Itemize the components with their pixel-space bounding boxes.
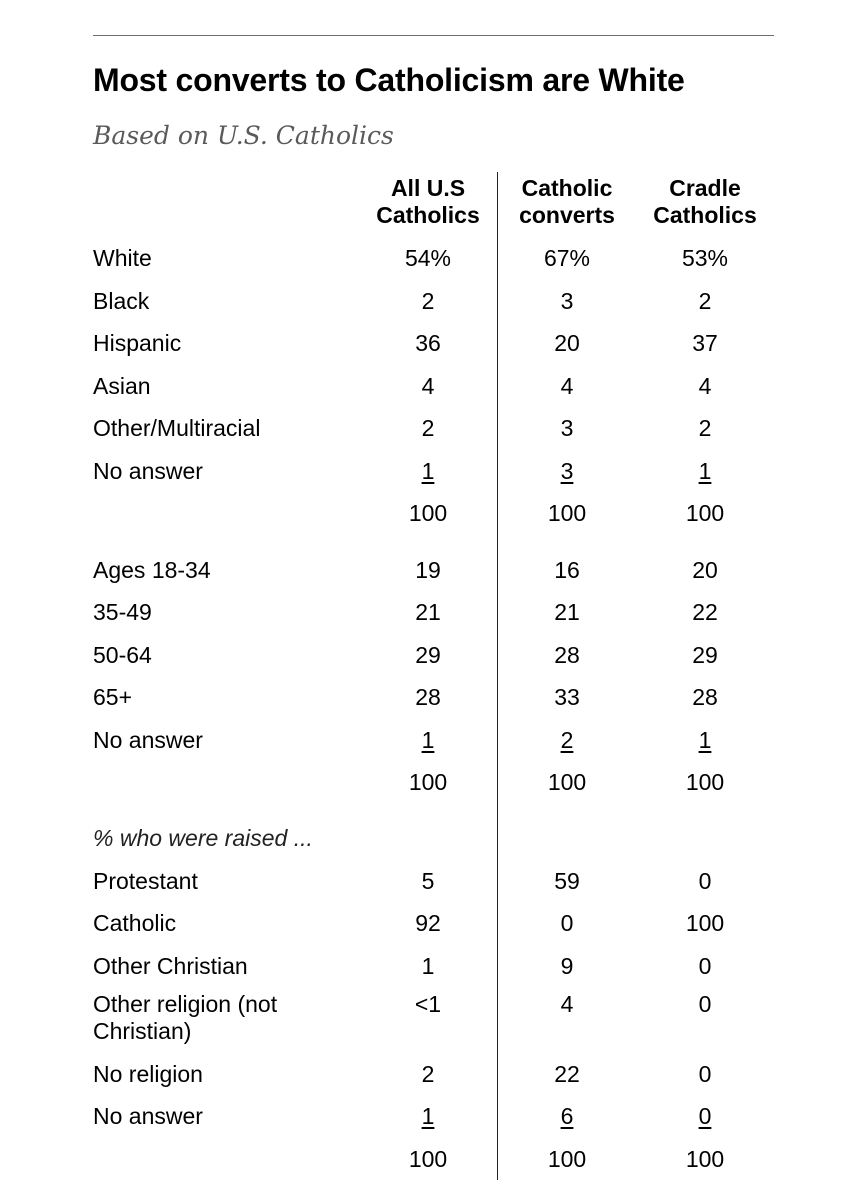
table-cell: 2 [421, 415, 435, 441]
chart-title: Most converts to Catholicism are White [93, 62, 685, 98]
table-cell: 20 [554, 330, 580, 356]
total-cell: 100 [408, 1146, 448, 1172]
row-label: Protestant [93, 868, 198, 894]
table-cell: <1 [414, 991, 442, 1017]
table-cell: 6 [560, 1103, 574, 1129]
table-cell: 9 [560, 953, 574, 979]
row-label: Other/Multiracial [93, 415, 261, 441]
table-cell: 53% [681, 245, 729, 271]
top-rule [93, 35, 774, 36]
table-cell: 2 [421, 288, 435, 314]
table-cell: 1 [698, 727, 712, 753]
table-cell: 28 [415, 684, 441, 710]
table-cell: 22 [554, 1061, 580, 1087]
column-header-converts [492, 175, 642, 229]
table-cell: 1 [421, 1103, 435, 1129]
column-divider [497, 172, 498, 1180]
table-cell: 59 [554, 868, 580, 894]
table-cell: 22 [692, 599, 718, 625]
table-cell: 5 [421, 868, 435, 894]
table-cell: 3 [560, 288, 574, 314]
row-label: White [93, 245, 152, 271]
table-cell: 37 [692, 330, 718, 356]
column-header-line1: Cradle [669, 175, 741, 201]
table-cell: 21 [554, 599, 580, 625]
table-cell: 3 [560, 415, 574, 441]
table-cell: 36 [415, 330, 441, 356]
total-cell: 100 [547, 769, 587, 795]
column-header-line1: All U.S [390, 175, 466, 201]
total-cell: 100 [547, 1146, 587, 1172]
table-cell: 19 [415, 557, 441, 583]
chart-subtitle: Based on U.S. Catholics [93, 121, 394, 150]
table-cell: 100 [685, 910, 725, 936]
row-label: No answer [93, 1103, 203, 1129]
total-cell: 100 [547, 500, 587, 526]
table-cell: 2 [421, 1061, 435, 1087]
table-cell: 21 [415, 599, 441, 625]
row-label: 50-64 [93, 642, 152, 668]
table-cell: 4 [421, 373, 435, 399]
column-header-line2: Catholics [653, 202, 757, 228]
table-cell: 0 [698, 953, 712, 979]
table-cell: 1 [698, 458, 712, 484]
table-cell: 0 [560, 910, 574, 936]
row-label: No answer [93, 458, 203, 484]
column-header-line2: Catholics [376, 202, 480, 228]
total-cell: 100 [408, 769, 448, 795]
table-cell: 2 [698, 288, 712, 314]
table-cell: 54% [404, 245, 452, 271]
row-label: 35-49 [93, 599, 152, 625]
table-cell: 2 [560, 727, 574, 753]
table-cell: 28 [554, 642, 580, 668]
row-label: Catholic [93, 910, 177, 936]
column-header-all-catholics [353, 175, 503, 229]
section-heading: % who were raised ... [93, 825, 313, 851]
table-cell: 1 [421, 953, 435, 979]
table-cell: 92 [415, 910, 441, 936]
total-cell: 100 [685, 1146, 725, 1172]
table-cell: 4 [698, 373, 712, 399]
table-cell: 16 [554, 557, 580, 583]
total-cell: 100 [685, 500, 725, 526]
table-cell: 67% [543, 245, 591, 271]
column-header-cradle [630, 175, 780, 229]
row-label: 65+ [93, 684, 133, 710]
row-label: Other religion (not Christian) [93, 991, 278, 1044]
table-cell: 0 [698, 868, 712, 894]
total-cell: 100 [408, 500, 448, 526]
table-cell: 29 [692, 642, 718, 668]
column-header-line2: converts [519, 202, 615, 228]
table-cell: 33 [554, 684, 580, 710]
table-cell: 29 [415, 642, 441, 668]
table-cell: 0 [698, 1061, 712, 1087]
row-label: Other Christian [93, 953, 248, 979]
table-cell: 3 [560, 458, 574, 484]
table-cell: 20 [692, 557, 718, 583]
row-label: No religion [93, 1061, 203, 1087]
table-cell: 0 [698, 991, 712, 1017]
table-cell: 1 [421, 458, 435, 484]
table-cell: 4 [560, 373, 574, 399]
row-label: Black [93, 288, 150, 314]
table-cell: 28 [692, 684, 718, 710]
row-label: No answer [93, 727, 203, 753]
table-cell: 4 [560, 991, 574, 1017]
row-label: Asian [93, 373, 151, 399]
total-cell: 100 [685, 769, 725, 795]
row-label: Hispanic [93, 330, 182, 356]
table-cell: 1 [421, 727, 435, 753]
table-cell: 2 [698, 415, 712, 441]
row-label: Ages 18-34 [93, 557, 211, 583]
table-cell: 0 [698, 1103, 712, 1129]
column-header-line1: Catholic [521, 175, 613, 201]
